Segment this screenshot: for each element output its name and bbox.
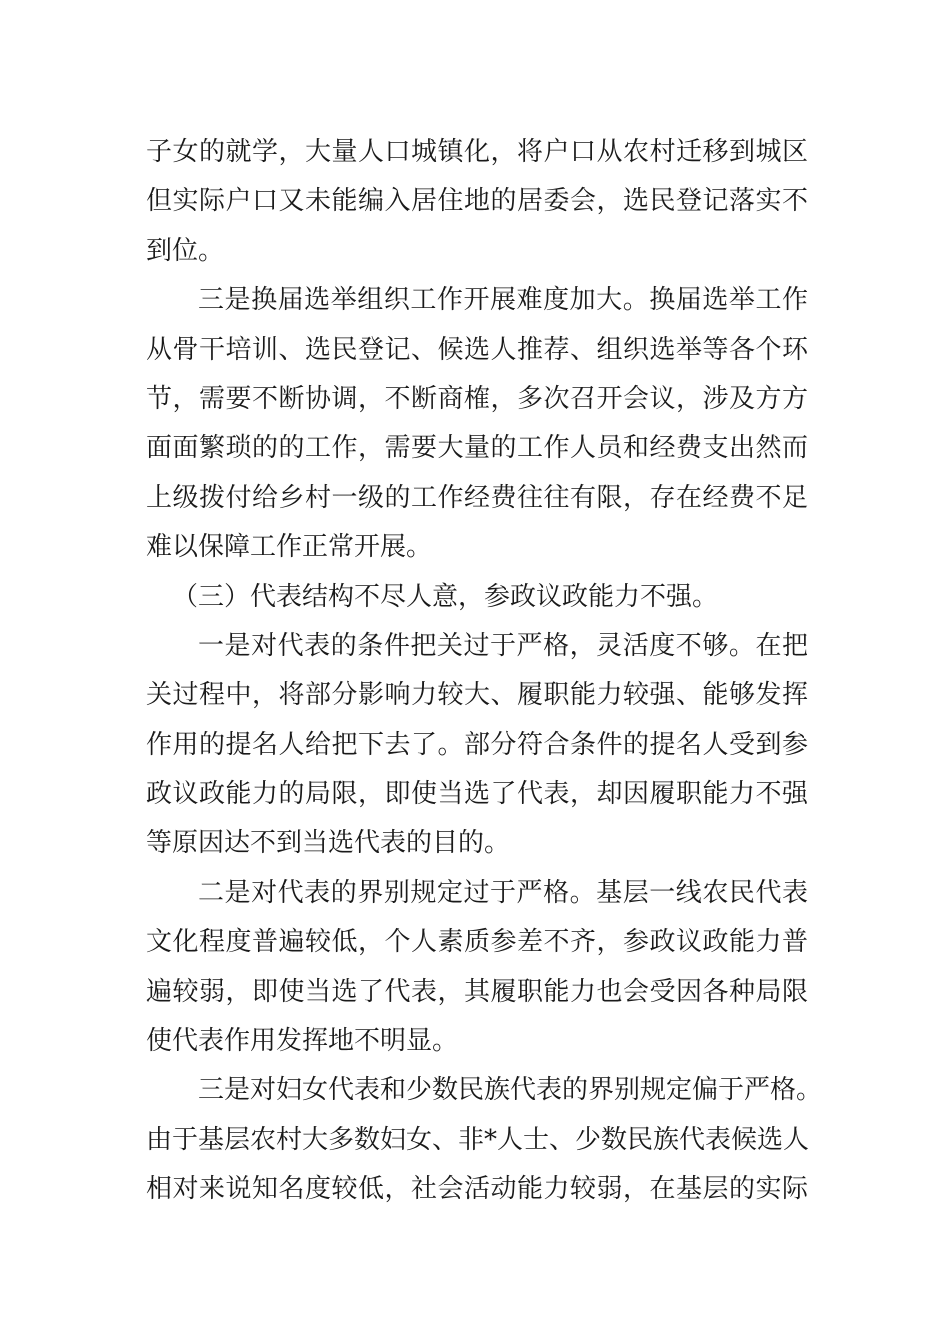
- text-line: 从骨干培训、选民登记、候选人推荐、组织选举等各个环: [146, 334, 808, 365]
- text-line: 三是对妇女代表和少数民族代表的界别规定偏于严格。: [198, 1075, 823, 1106]
- text-line: 子女的就学，大量人口城镇化，将户口从农村迁移到城区: [146, 137, 808, 167]
- text-line: 关过程中，将部分影响力较大、履职能力较强、能够发挥: [146, 680, 808, 711]
- text-line: 三是换届选举组织工作开展难度加大。换届选举工作: [198, 285, 808, 316]
- text-line: 难以保障工作正常开展。: [146, 532, 433, 563]
- text-line: 等原因达不到当选代表的目的。: [146, 828, 511, 859]
- text-line: 使代表作用发挥地不明显。: [146, 1026, 459, 1057]
- text-line: 一是对代表的条件把关过于严格，灵活度不够。在把: [198, 630, 808, 661]
- text-line: 面面繁琐的的工作，需要大量的工作人员和经费支出然而: [146, 433, 808, 464]
- text-line: 到位。: [146, 235, 225, 266]
- text-line: 由于基层农村大多数妇女、非*人士、少数民族代表候选人: [146, 1124, 810, 1155]
- text-line: 但实际户口又未能编入居住地的居委会，选民登记落实不: [146, 186, 808, 217]
- text-line: 相对来说知名度较低，社会活动能力较弱，在基层的实际: [146, 1174, 808, 1205]
- section-heading: （三）代表结构不尽人意，参政议政能力不强。: [172, 581, 719, 612]
- text-line: 作用的提名人给把下去了。部分符合条件的提名人受到参: [146, 729, 808, 760]
- text-line: 遍较弱，即使当选了代表，其履职能力也会受因各种局限: [146, 976, 808, 1007]
- text-line: 节，需要不断协调，不断商榷，多次召开会议，涉及方方: [146, 383, 808, 414]
- text-line: 政议政能力的局限，即使当选了代表，却因履职能力不强: [146, 779, 808, 810]
- text-line: 文化程度普遍较低，个人素质参差不齐，参政议政能力普: [146, 927, 808, 958]
- text-line: 二是对代表的界别规定过于严格。基层一线农民代表: [198, 877, 808, 908]
- text-line: 上级拨付给乡村一级的工作经费往往有限，存在经费不足: [146, 482, 808, 513]
- document-body: [146, 128, 823, 1215]
